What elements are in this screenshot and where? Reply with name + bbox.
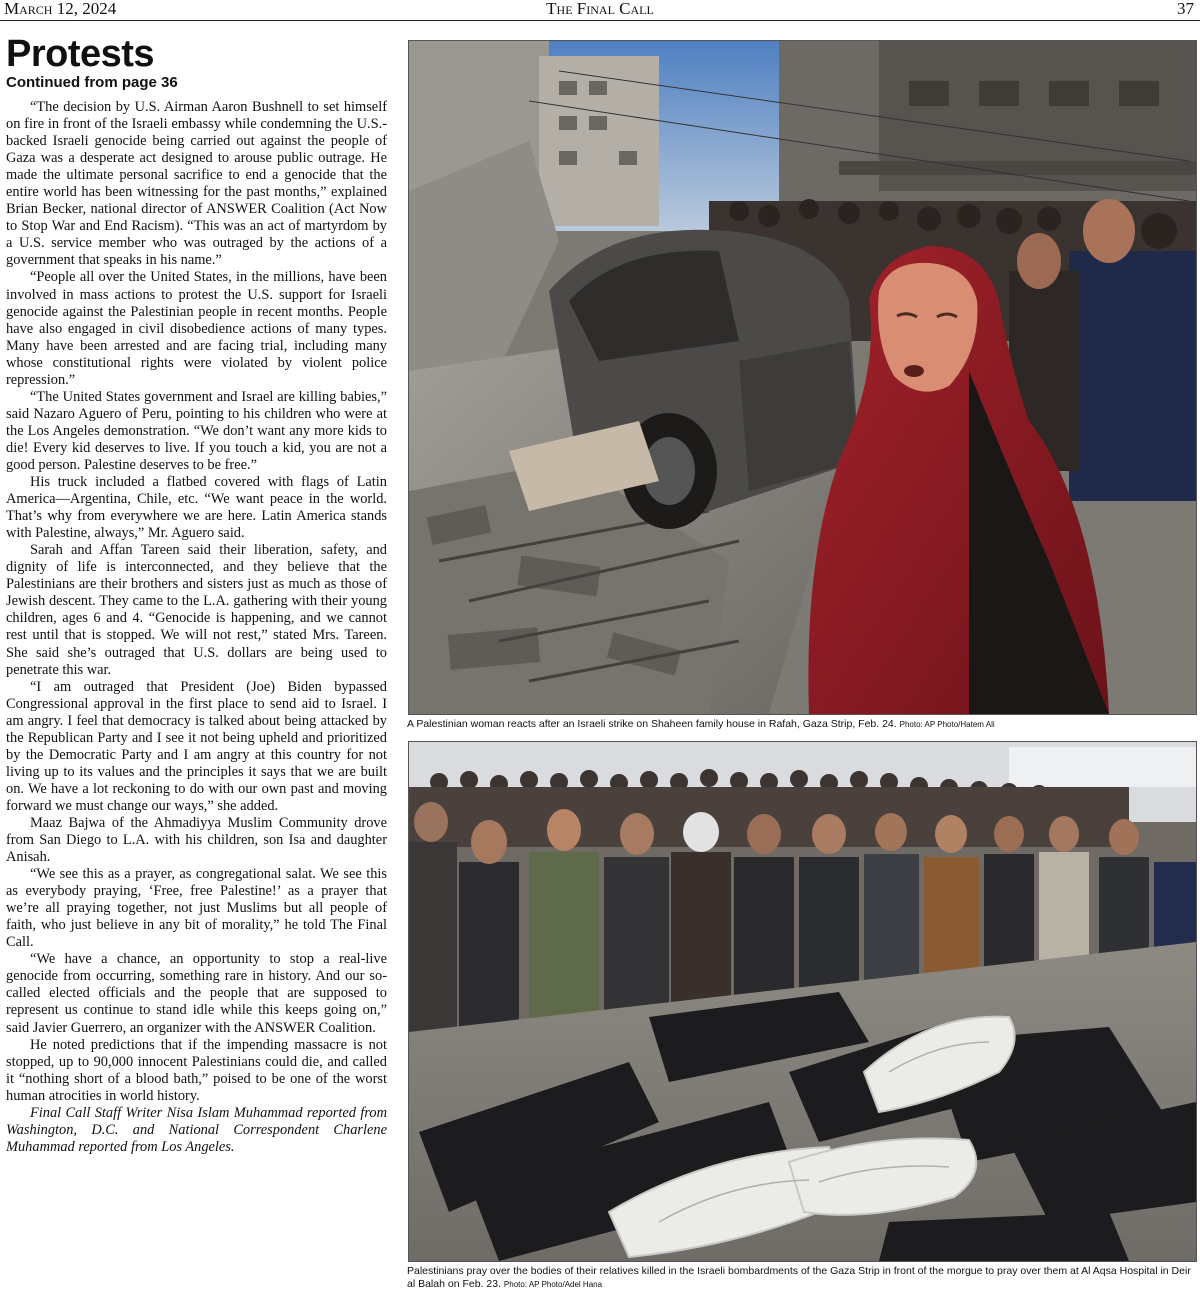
caption-text: A Palestinian woman reacts after an Israeli strike on Shaheen family house in Rafah, Gaza Strip, Feb. 24. bbox=[407, 718, 897, 730]
caption-text: Palestinians pray over the bodies of their relatives killed in the Israeli bombardments of the Gaza Strip in front of the morgue to pray over them at Al Aqsa Hospital in Deir al Balah on Feb. 23. bbox=[407, 1265, 1191, 1290]
issue-date: March 12, 2024 bbox=[4, 0, 117, 18]
article-paragraph: He noted predictions that if the impending massacre is not stopped, up to 90,000 innocent Palestinians could die, and called it “nothing short of a blood bath,” poised to be one of the worst human atrocities in world history. bbox=[6, 1036, 387, 1104]
article-paragraph: Maaz Bajwa of the Ahmadiyya Muslim Community drove from San Diego to L.A. with his children, son Isa and daughter Anisah. bbox=[6, 814, 387, 866]
photo-rafah-strike bbox=[408, 40, 1197, 715]
article-paragraph: His truck included a flatbed covered with flags of Latin America—Argentina, Chile, etc. “We want peace in the world. That’s why from everywhere we are here. Latin America stands with Palestine, always,” Mr. Aguero said. bbox=[6, 474, 387, 542]
photo-credit: Photo: AP Photo/Hatem Ali bbox=[899, 720, 995, 729]
article-paragraph: “I am outraged that President (Joe) Biden bypassed Congressional approval in the first place to send aid to Israel. I am angry. I feel that democracy is talked about being attacked by the Republican Party and I see it not being upheld and prioritized by the Democratic Party and I am angry at this country for not living up to its values and the principles it says that we are built on. We have a lot reckoning to do with our own past and moving forward we must change our ways,” she added. bbox=[6, 678, 387, 814]
article bbox=[6, 34, 387, 1156]
article-body bbox=[6, 99, 387, 1156]
publication-name: The Final Call bbox=[546, 0, 654, 18]
article-paragraph: “The decision by U.S. Airman Aaron Bushnell to set himself on fire in front of the Israeli embassy while condemning the U.S.-backed Israeli genocide being carried out against the people of Gaza was a desperate act designed to arouse public outrage. He made the ultimate personal sacrifice to end a genocide that the entire world has been witnessing for the past months,” explained Brian Becker, national director of ANSWER Coalition (Act Now to Stop War and End Racism). “This was an act of martyrdom by a U.S. service member who was outraged by the actions of a government that speaks in his name.” bbox=[6, 99, 387, 269]
photo-credit: Photo: AP Photo/Adel Hana bbox=[503, 1280, 603, 1289]
running-head bbox=[0, 0, 1200, 21]
photo-caption-top bbox=[407, 718, 1197, 731]
photo-deir-al-balah-prayer bbox=[408, 741, 1197, 1262]
article-paragraph: “We have a chance, an opportunity to stop a real-live genocide from occurring, something rare in history. And our so-called elected officials and the people that are supposed to represent us continue to stand idle while this keeps going on,” said Javier Guerrero, an organizer with the ANSWER Coalition. bbox=[6, 951, 387, 1036]
photo-caption-bottom bbox=[407, 1265, 1197, 1291]
article-paragraph: “People all over the United States, in the millions, have been involved in mass actions to protest the U.S. support for Israeli genocide against the Palestinian people in recent months. People have also engaged in civil disobedience actions of many types. Many have been arrested and are facing trial, including many whose constitutional rights were violated by violent police repression.” bbox=[6, 269, 387, 388]
photo-prayer-illustration bbox=[409, 742, 1196, 1261]
article-paragraph: Sarah and Affan Tareen said their liberation, safety, and dignity of life is interconnected, and they believe that the Palestinians are their brothers and sisters just as much as those of Jewish descent. They came to the L.A. gathering with their young children, ages 6 and 4. “Genocide is happening, and we cannot rest until that is stopped. We will not rest,” stated Mrs. Tareen. She said she’s outraged that U.S. dollars are being used to penetrate this war. bbox=[6, 542, 387, 678]
page-number: 37 bbox=[1177, 0, 1194, 18]
article-paragraph: “The United States government and Israel are killing babies,” said Nazaro Aguero of Peru, pointing to his children who were at the Los Angeles demonstration. “We don’t want any more kids to die! Every kid deserves to live. If you touch a kid, you are not a good person. Palestine deserves to be free.” bbox=[6, 388, 387, 473]
photo-rafah-illustration bbox=[409, 41, 1196, 714]
staff-credit: Final Call Staff Writer Nisa Islam Muhammad reported from Washington, D.C. and National Correspondent Charlene Muhammad reported from Los Angeles. bbox=[6, 1104, 387, 1155]
article-paragraph: “We see this as a prayer, as congregational salat. We see this as everybody praying, ‘Free, free Palestine!’ as a prayer that we’re all praying together, not just Muslims but all people of faith, who just believe in any bit of morality,” he told The Final Call. bbox=[6, 866, 387, 951]
jump-line: Continued from page 36 bbox=[6, 74, 178, 91]
headline: Protests bbox=[6, 33, 155, 75]
